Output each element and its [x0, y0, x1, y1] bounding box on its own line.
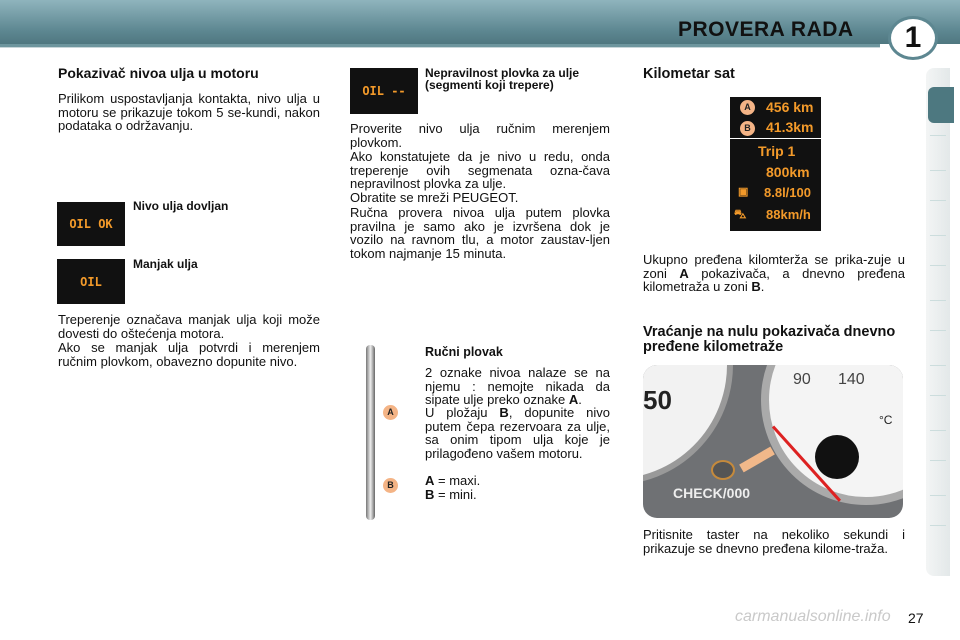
odometer-heading: Kilometar sat	[643, 66, 735, 82]
gauge-illustration	[643, 365, 903, 518]
oil-fault-display: OIL --	[350, 68, 418, 114]
chapter-tabs	[926, 68, 950, 576]
tab-divider	[930, 430, 946, 431]
legend-a-key: A	[425, 473, 435, 488]
tab-divider	[930, 495, 946, 496]
dipstick-text-1: 2 oznake nivoa nalaze se na njemu : nemojte nikada da sipate ulje preko oznake A.	[425, 365, 610, 407]
average-speed: 88km/h	[766, 207, 811, 222]
fault-text-2: Ako konstatujete da je nivo u redu, onda treperenje ovih segmenata ozna-čava nepravilnost plovka za ulje.	[350, 149, 610, 191]
total-km: 456 km	[766, 99, 814, 115]
tab-divider	[930, 300, 946, 301]
page-number: 27	[908, 610, 924, 626]
dipstick-text-2-bold: B	[499, 405, 509, 420]
oil-ok-label: Nivo ulja dovljan	[133, 199, 229, 213]
tab-divider	[930, 365, 946, 366]
tab-divider	[930, 170, 946, 171]
header-divider	[0, 44, 880, 48]
dipstick-text-1-bold: A	[568, 392, 579, 407]
dipstick-text-2-end: , dopunite nivo putem čepa rezervoara za ulje, sa onim tipom ulja koje je prilagođeno vašem motoru.	[425, 405, 610, 461]
fault-text-4: Ručna provera nivoa ulja putem plovka pravilna je samo ako je izvršena dok je vozilo na ravnom tlu, a motor zaustav-ljen tokom najmanje 15 minuta.	[350, 205, 610, 261]
odometer-display	[730, 97, 821, 231]
trip-distance: 800km	[766, 164, 810, 180]
legend-a	[425, 474, 480, 488]
tab-divider	[930, 525, 946, 526]
tab-divider	[930, 200, 946, 201]
dipstick-text-1-body: 2 oznake nivoa nalaze se na njemu : nemojte nikada da sipate ulje preko oznake	[425, 365, 610, 407]
odometer-text-1: Ukupno pređena kilomterža se prika-zuje u zoni	[643, 252, 905, 281]
reset-text: Pritisnite taster na nekoliko sekundi i prikazuje se dnevno pređena kilome-traža.	[643, 527, 905, 556]
needle-hub	[815, 435, 859, 479]
oil-intro-text: Prilikom uspostavljanja kontakta, nivo ulja u motoru se prikazuje tokom 5 se-kundi, nakon podataka o održavanju.	[58, 91, 320, 133]
chapter-number: 1	[888, 16, 938, 60]
odometer-text	[643, 253, 905, 294]
tab-divider	[930, 330, 946, 331]
trip-label: Trip 1	[758, 143, 796, 159]
fuel-icon: ▣	[738, 186, 749, 198]
dipstick-heading: Ručni plovak	[425, 345, 503, 359]
oil-low-text-1: Treperenje označava manjak ulja koji može dovesti do oštećenja motora.	[58, 312, 320, 341]
tab-divider	[930, 395, 946, 396]
oil-low-display: OIL	[57, 259, 125, 304]
odometer-text-2: pokazivača, a dnevno pređena kilometraža u zoni	[643, 265, 905, 294]
dipstick-marker-b: B	[383, 478, 398, 493]
car-icon: ⛍	[734, 207, 747, 221]
dipstick-text-2	[425, 406, 610, 460]
dipstick-illustration	[366, 345, 375, 520]
speed-50: 50	[643, 385, 672, 415]
odometer-text-3: .	[760, 279, 765, 294]
oil-ok-display: OIL OK	[57, 202, 125, 246]
temp-unit: °C	[879, 413, 893, 427]
reset-heading: Vraćanje na nulu pokazivača dnevno pređene kilometraže	[643, 324, 896, 355]
oil-low-text-2: Ako se manjak ulja potvrdi i merenjem ručnim plovkom, obavezno dopunite nivo.	[58, 340, 320, 369]
odometer-text-zone-a: A	[679, 265, 689, 281]
zone-a-badge: A	[740, 100, 755, 115]
dipstick-marker-a: A	[383, 405, 398, 420]
trip-km: 41.3km	[766, 119, 814, 135]
odometer-text-zone-b: B	[751, 279, 761, 294]
legend-b	[425, 488, 477, 502]
fuel-consumption: 8.8l/100	[764, 185, 811, 200]
fault-text-1: Proverite nivo ulja ručnim merenjem plovkom.	[350, 121, 610, 150]
reset-button[interactable]	[711, 460, 735, 480]
fault-text-3: Obratite se mreži PEUGEOT.	[350, 190, 519, 205]
tab-divider	[930, 265, 946, 266]
chapter-tab-active[interactable]	[928, 87, 954, 123]
temp-140: 140	[838, 371, 865, 388]
legend-b-key: B	[425, 487, 435, 502]
dipstick-text-2-start: U pložaju	[425, 405, 500, 420]
legend-b-value: = mini.	[434, 487, 477, 502]
oil-indicator-heading: Pokazivač nivoa ulja u motoru	[58, 65, 259, 81]
page-title: PROVERA RADA	[678, 18, 854, 41]
zone-b-badge: B	[740, 121, 755, 136]
oil-fault-heading: Nepravilnost plovka za ulje (segmenti koji trepere)	[425, 66, 580, 92]
tab-divider	[930, 135, 946, 136]
oil-low-label: Manjak ulja	[133, 257, 198, 271]
check-button-label: CHECK/000	[673, 485, 751, 501]
legend-a-value: = maxi.	[434, 473, 481, 488]
watermark: carmanualsonline.info	[735, 608, 891, 625]
temp-90: 90	[793, 371, 811, 388]
tab-divider	[930, 460, 946, 461]
tab-divider	[930, 235, 946, 236]
arrow-icon	[739, 447, 775, 473]
